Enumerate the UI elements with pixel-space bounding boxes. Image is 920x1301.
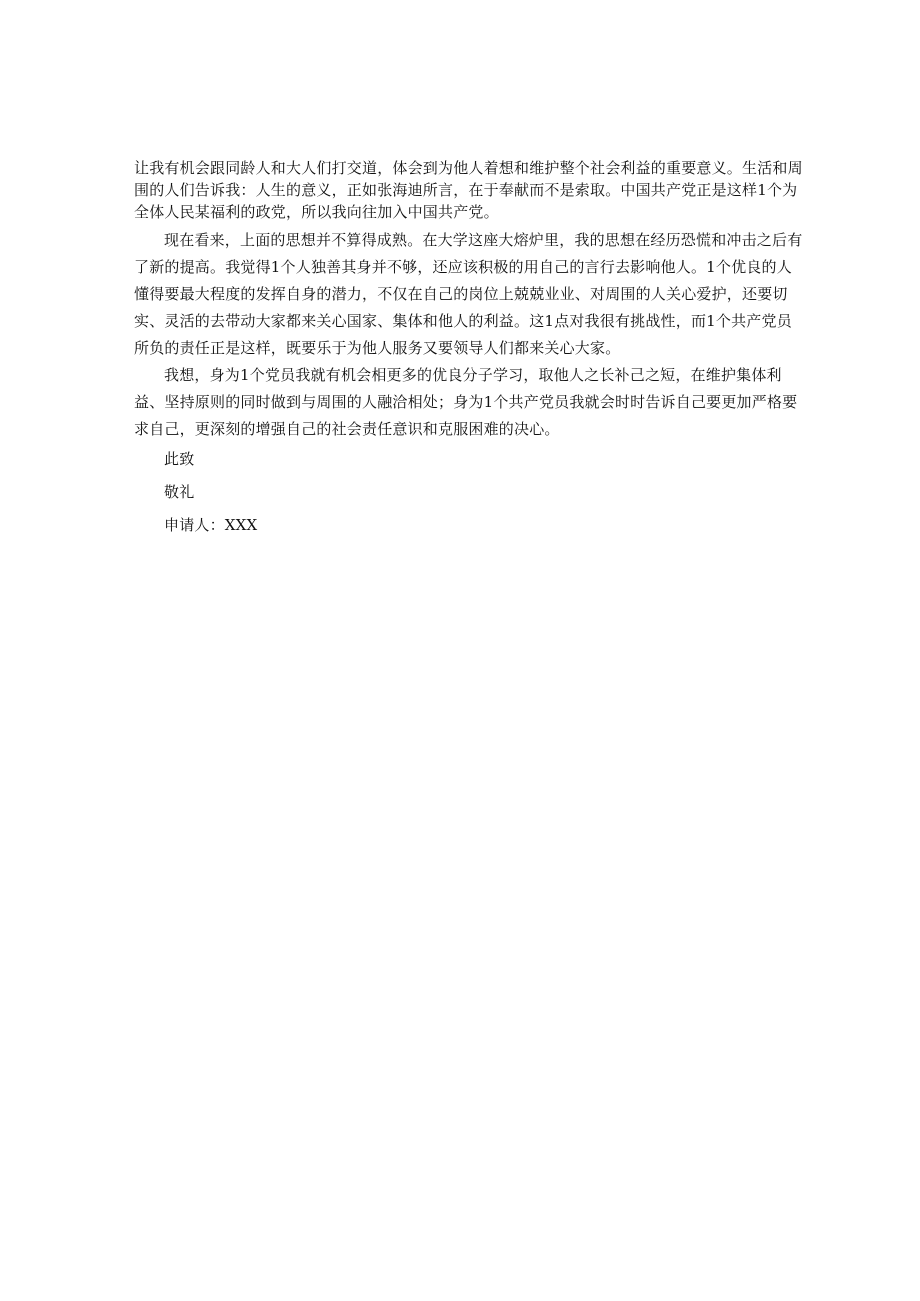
paragraph-thoughts-maturity: 现在看来，上面的思想并不算得成熟。在大学这座大熔炉里，我的思想在经历恐慌和冲击之后有了新的提高。我觉得1个人独善其身并不够，还应该积极的用自己的言行去影响他人。1个优良的人懂得要最大程度的发挥自身的潜力，不仅在自己的岗位上兢兢业业、对周围的人关心爱护，还要切实、灵活的去带动大家都来关心国家、集体和他人的利益。这1点对我很有挑战性，而1个共产党员所负的责任正是这样，既要乐于为他人服务又要领导人们都来关心大家。 bbox=[134, 231, 803, 357]
paragraph-continued: 让我有机会跟同龄人和大人们打交道，体会到为他人着想和维护整个社会利益的重要意义。生活和周围的人们告诉我：人生的意义，正如张海迪所言，在于奉献而不是索取。中国共产党正是这样1个为全体人民某福利的政党，所以我向往加入中国共产党。 bbox=[134, 159, 803, 221]
paragraph-party-member-growth: 我想，身为1个党员我就有机会相更多的优良分子学习，取他人之长补己之短，在维护集体利益、坚持原则的同时做到与周围的人融洽相处；身为1个共产党员我就会时时告诉自己要更加严格要求自己，更深刻的增强自己的社会责任意识和克服困难的决心。 bbox=[134, 366, 798, 438]
applicant-signature: 申请人：XXX bbox=[164, 516, 258, 534]
closing-greeting-ci-zhi: 此致 bbox=[164, 450, 195, 468]
document-body bbox=[134, 157, 804, 542]
closing-greeting-jing-li: 敬礼 bbox=[164, 483, 195, 501]
